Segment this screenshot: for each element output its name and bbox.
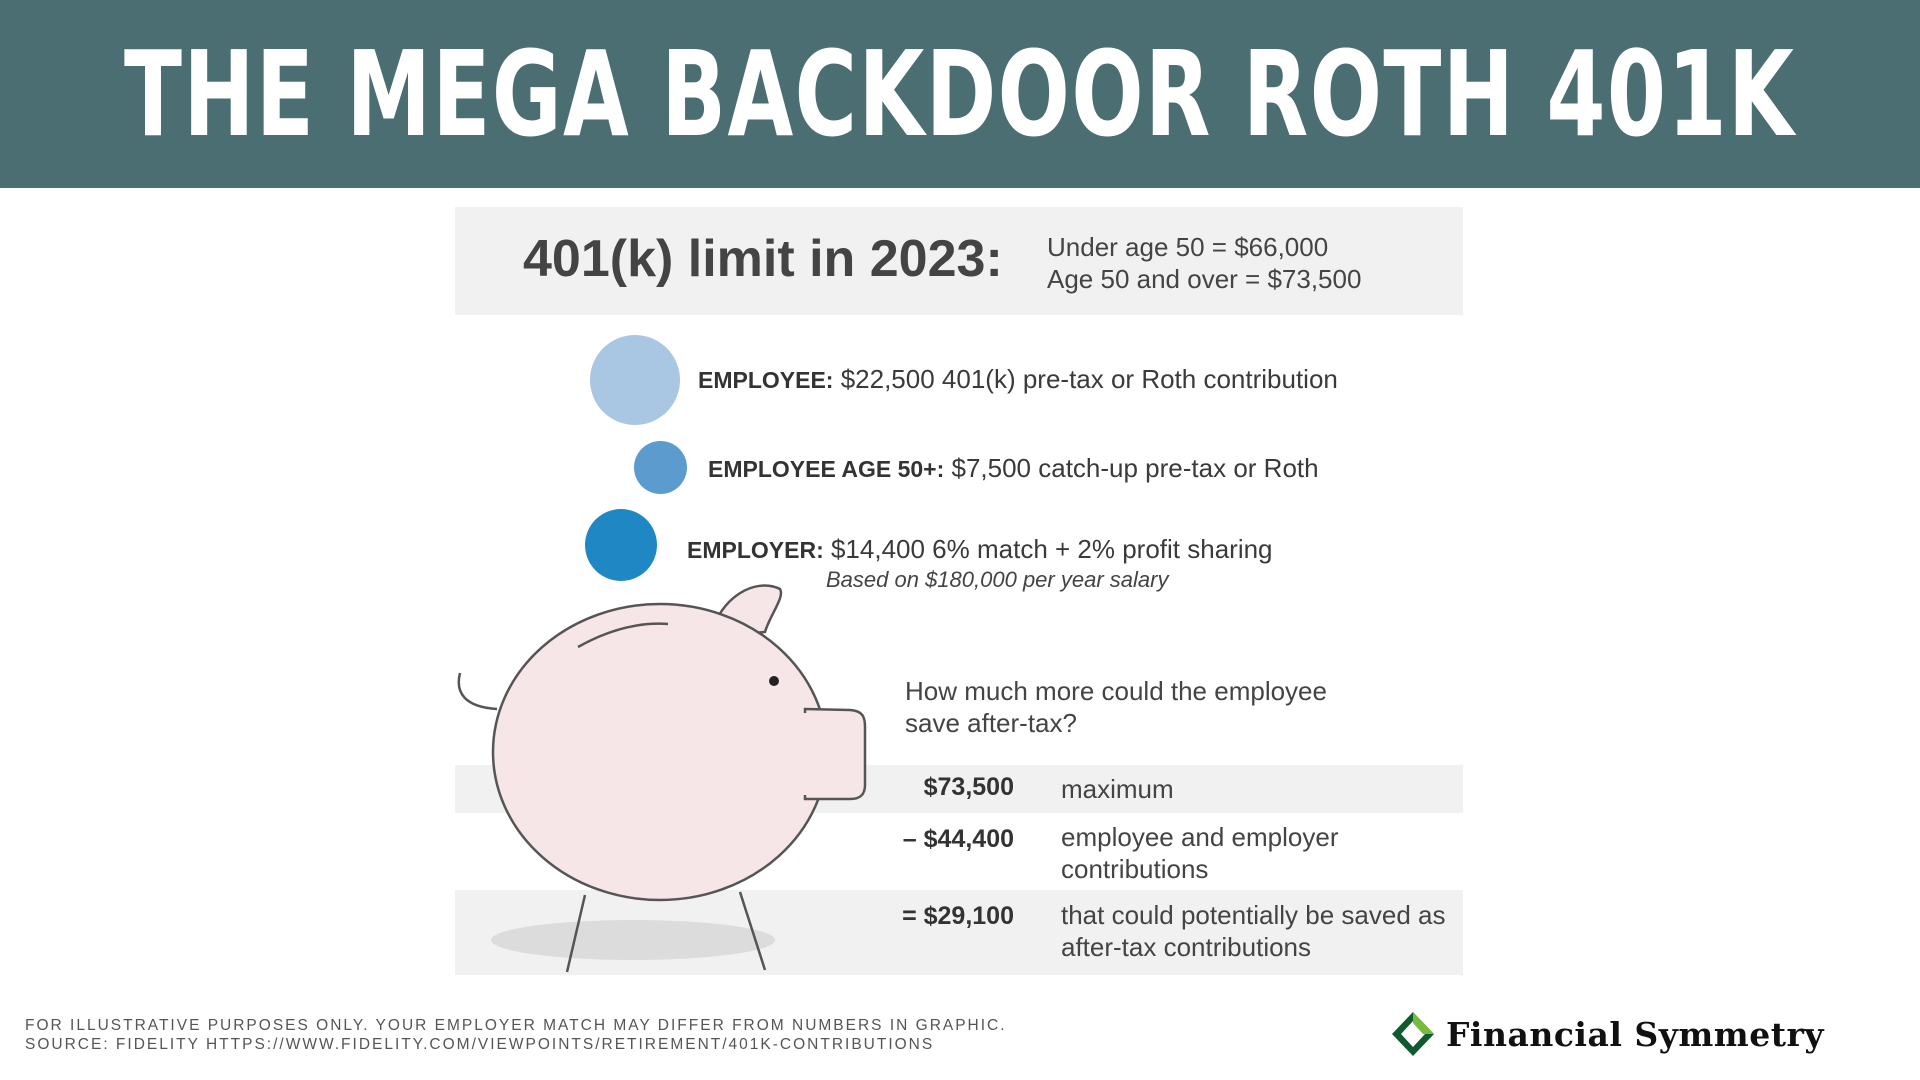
page-title: THE MEGA BACKDOOR ROTH 401K	[124, 25, 1796, 163]
calc-desc-max: maximum	[1061, 774, 1174, 804]
limit-box	[455, 207, 1463, 315]
employee-50-row	[708, 453, 1319, 484]
employer-row	[687, 534, 1273, 565]
employer-label: EMPLOYER:	[687, 537, 824, 563]
calc-amount-result: = $29,100	[902, 902, 1014, 930]
logo-text: Financial Symmetry	[1446, 1014, 1825, 1054]
disclaimer-line-1: FOR ILLUSTRATIVE PURPOSES ONLY. YOUR EMPLOYER MATCH MAY DIFFER FROM NUMBERS IN GRAPHIC.	[25, 1017, 1007, 1034]
diamond-icon	[1390, 1010, 1436, 1058]
employee-50-text: $7,500 catch-up pre-tax or Roth	[951, 453, 1319, 483]
question-text: How much more could the employee save after-tax?	[905, 676, 1327, 738]
company-logo	[1390, 1010, 1824, 1058]
employee-50-coin-icon	[634, 441, 687, 494]
employee-row	[698, 364, 1338, 395]
calc-desc-result: that could potentially be saved as after-tax contributions	[1061, 900, 1446, 962]
employee-text: $22,500 401(k) pre-tax or Roth contribution	[840, 364, 1338, 394]
source-line: SOURCE: FIDELITY HTTPS://WWW.FIDELITY.COM/VIEWPOINTS/RETIREMENT/401K-CONTRIBUTIONS	[25, 1036, 935, 1053]
calc-desc-contrib: employee and employer contributions	[1061, 822, 1339, 884]
limit-title: 401(k) limit in 2023:	[523, 230, 1003, 288]
calc-amount-max: $73,500	[923, 773, 1014, 801]
employer-coin-icon	[585, 509, 657, 581]
disclaimer	[25, 1016, 1007, 1054]
employer-text: $14,400 6% match + 2% profit sharing	[830, 534, 1273, 564]
employee-label: EMPLOYEE:	[698, 367, 834, 393]
piggy-bank-icon	[455, 577, 895, 977]
limit-lines	[1047, 231, 1361, 295]
employer-note: Based on $180,000 per year salary	[826, 567, 1169, 592]
calc-amount-contrib: – $44,400	[902, 825, 1014, 853]
infographic	[455, 207, 1463, 975]
limit-over-50: Age 50 and over = $73,500	[1047, 264, 1362, 294]
employee-coin-icon	[590, 335, 680, 425]
employee-50-label: EMPLOYEE AGE 50+:	[708, 456, 945, 482]
limit-under-50: Under age 50 = $66,000	[1047, 232, 1329, 262]
title-banner	[0, 0, 1920, 188]
